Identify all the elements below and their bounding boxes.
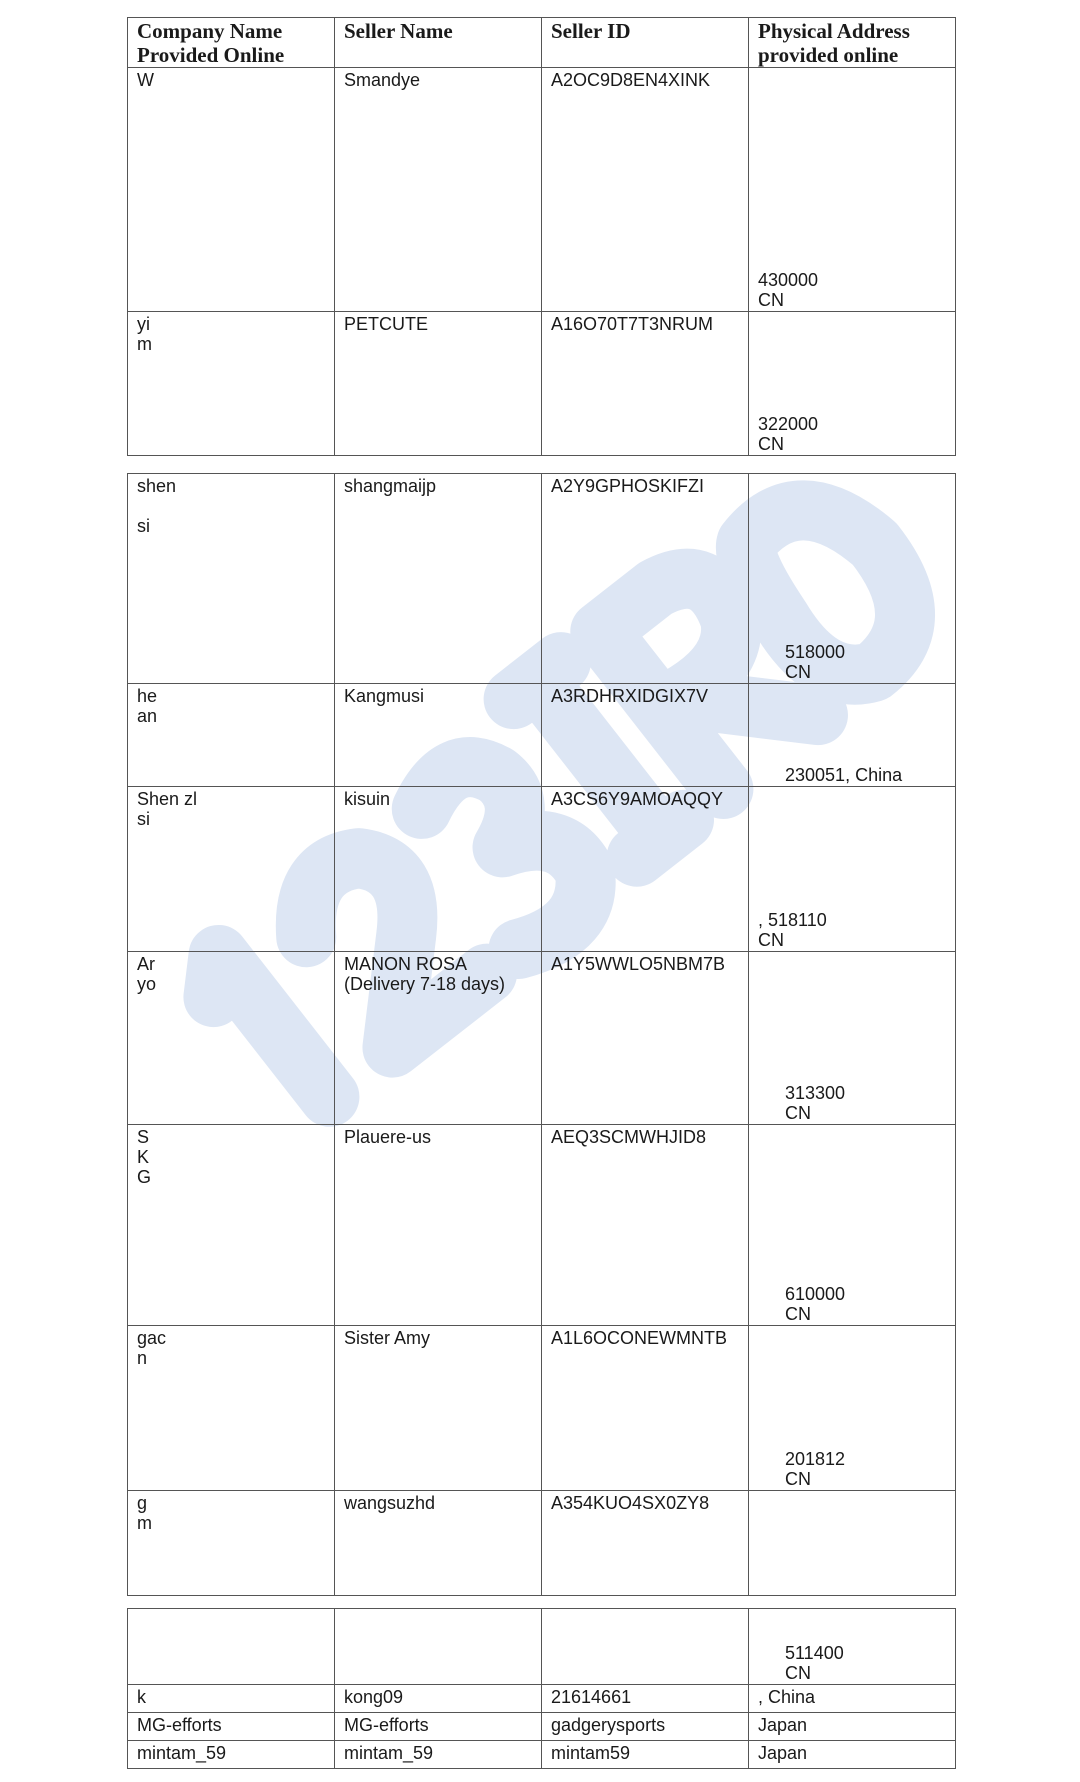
address-cell <box>749 1125 956 1326</box>
address-cell <box>749 1491 956 1596</box>
address-line: Japan <box>758 1743 808 1763</box>
table-row <box>128 474 956 684</box>
seller-id-cell: AEQ3SCMWHJID8 <box>542 1125 749 1326</box>
seller-table-2 <box>127 473 956 1596</box>
seller-name-cell: wangsuzhd <box>335 1491 542 1596</box>
seller-table-3 <box>127 1608 956 1769</box>
address-cell <box>749 474 956 684</box>
table-row <box>128 1609 956 1685</box>
company-name-text: an <box>137 706 158 726</box>
seller-name-cell: shangmaijp <box>335 474 542 684</box>
address-cell <box>749 1609 956 1685</box>
header-company: Company Name Provided Online <box>128 18 335 68</box>
address-cell <box>749 1685 956 1713</box>
table-row <box>128 1491 956 1596</box>
company-name-text <box>137 90 325 110</box>
company-name-cell <box>128 1609 335 1685</box>
address-line: 201812 <box>785 1449 846 1469</box>
address-line: CN <box>785 1663 811 1683</box>
company-name-text: he <box>137 686 158 706</box>
company-name-cell <box>128 1491 335 1596</box>
seller-name-cell: Sister Amy <box>335 1326 542 1491</box>
seller-name-cell: MANON ROSA (Delivery 7-18 days) <box>335 952 542 1125</box>
table-row <box>128 952 956 1125</box>
company-name-text: gac <box>137 1328 167 1348</box>
seller-id-cell: A3CS6Y9AMOAQQY <box>542 787 749 952</box>
company-name-cell <box>128 1741 335 1769</box>
seller-id-cell <box>542 1609 749 1685</box>
company-name-cell <box>128 684 335 787</box>
address-cell <box>749 1713 956 1741</box>
address-line: 610000 <box>785 1284 846 1304</box>
seller-table-1 <box>127 17 956 456</box>
company-name-text: n <box>137 1348 148 1368</box>
company-name-text: G <box>137 1167 152 1187</box>
header-seller-name: Seller Name <box>335 18 542 68</box>
company-name-cell <box>128 1125 335 1326</box>
table-row <box>128 1326 956 1491</box>
company-name-text: m <box>137 334 152 354</box>
seller-name-cell: Plauere-us <box>335 1125 542 1326</box>
header-address: Physical Address provided online <box>749 18 956 68</box>
company-name-cell <box>128 312 335 456</box>
company-name-cell <box>128 787 335 952</box>
company-name-cell <box>128 474 335 684</box>
company-name-text: k <box>137 1687 146 1707</box>
company-name-text: yo <box>137 974 157 994</box>
seller-name-cell: MG-efforts <box>335 1713 542 1741</box>
company-name-cell <box>128 952 335 1125</box>
company-name-text: shen <box>137 476 177 496</box>
seller-id-cell: mintam59 <box>542 1741 749 1769</box>
company-name-text: yi <box>137 314 150 334</box>
company-name-text: Ar <box>137 954 155 974</box>
address-line: CN <box>785 1103 811 1123</box>
seller-id-cell: 21614661 <box>542 1685 749 1713</box>
address-line: , China <box>758 1687 816 1707</box>
address-cell <box>749 684 956 787</box>
seller-id-cell: gadgerysports <box>542 1713 749 1741</box>
table-row <box>128 684 956 787</box>
address-line: 511400 <box>785 1643 844 1663</box>
address-line: 518000 <box>785 642 846 662</box>
company-name-text: W <box>137 70 154 90</box>
seller-name-cell: PETCUTE <box>335 312 542 456</box>
header-row <box>128 18 956 68</box>
company-name-text: MG-efforts <box>137 1715 222 1735</box>
seller-name-cell: kisuin <box>335 787 542 952</box>
address-line: CN <box>758 930 784 950</box>
seller-id-cell: A16O70T7T3NRUM <box>542 312 749 456</box>
company-name-text: g <box>137 1493 148 1513</box>
address-line: CN <box>785 1469 811 1489</box>
address-line: CN <box>785 662 811 682</box>
seller-id-cell: A354KUO4SX0ZY8 <box>542 1491 749 1596</box>
address-line: 430000 <box>758 270 819 290</box>
address-cell <box>749 1326 956 1491</box>
address-line: 313300 <box>785 1083 846 1103</box>
company-name-text: K <box>137 1147 150 1167</box>
company-name-text: mintam_59 <box>137 1743 227 1763</box>
seller-id-cell: A1Y5WWLO5NBM7B <box>542 952 749 1125</box>
seller-id-cell: A3RDHRXIDGIX7V <box>542 684 749 787</box>
table-row <box>128 1741 956 1769</box>
seller-id-cell: A2Y9GPHOSKIFZI <box>542 474 749 684</box>
company-name-cell <box>128 1685 335 1713</box>
seller-name-cell: kong09 <box>335 1685 542 1713</box>
seller-name-cell: Kangmusi <box>335 684 542 787</box>
table-row <box>128 1713 956 1741</box>
seller-name-cell <box>335 1609 542 1685</box>
address-cell <box>749 68 956 312</box>
seller-id-cell: A2OC9D8EN4XINK <box>542 68 749 312</box>
address-line: CN <box>758 434 784 454</box>
table-row <box>128 68 956 312</box>
company-name-cell <box>128 1326 335 1491</box>
address-cell <box>749 312 956 456</box>
address-line: Japan <box>758 1715 808 1735</box>
table-row <box>128 1125 956 1326</box>
company-name-text: Shen zl <box>137 789 198 809</box>
address-line: , 518110 <box>758 910 827 930</box>
seller-id-cell: A1L6OCONEWMNTB <box>542 1326 749 1491</box>
company-name-text <box>137 496 325 516</box>
address-cell <box>749 787 956 952</box>
address-cell <box>749 952 956 1125</box>
company-name-text: S <box>137 1127 150 1147</box>
address-line: 230051, China <box>785 765 903 785</box>
company-name-text: si <box>137 516 150 536</box>
table-row <box>128 1685 956 1713</box>
header-seller-id: Seller ID <box>542 18 749 68</box>
company-name-text: m <box>137 1513 152 1533</box>
seller-name-cell: Smandye <box>335 68 542 312</box>
company-name-text <box>137 110 325 130</box>
address-line: 322000 <box>758 414 819 434</box>
address-line: CN <box>785 1304 811 1324</box>
seller-name-cell: mintam_59 <box>335 1741 542 1769</box>
address-cell <box>749 1741 956 1769</box>
company-name-cell <box>128 1713 335 1741</box>
company-name-cell <box>128 68 335 312</box>
table-row <box>128 312 956 456</box>
address-line: CN <box>758 290 784 310</box>
table-row <box>128 787 956 952</box>
company-name-text: si <box>137 809 150 829</box>
